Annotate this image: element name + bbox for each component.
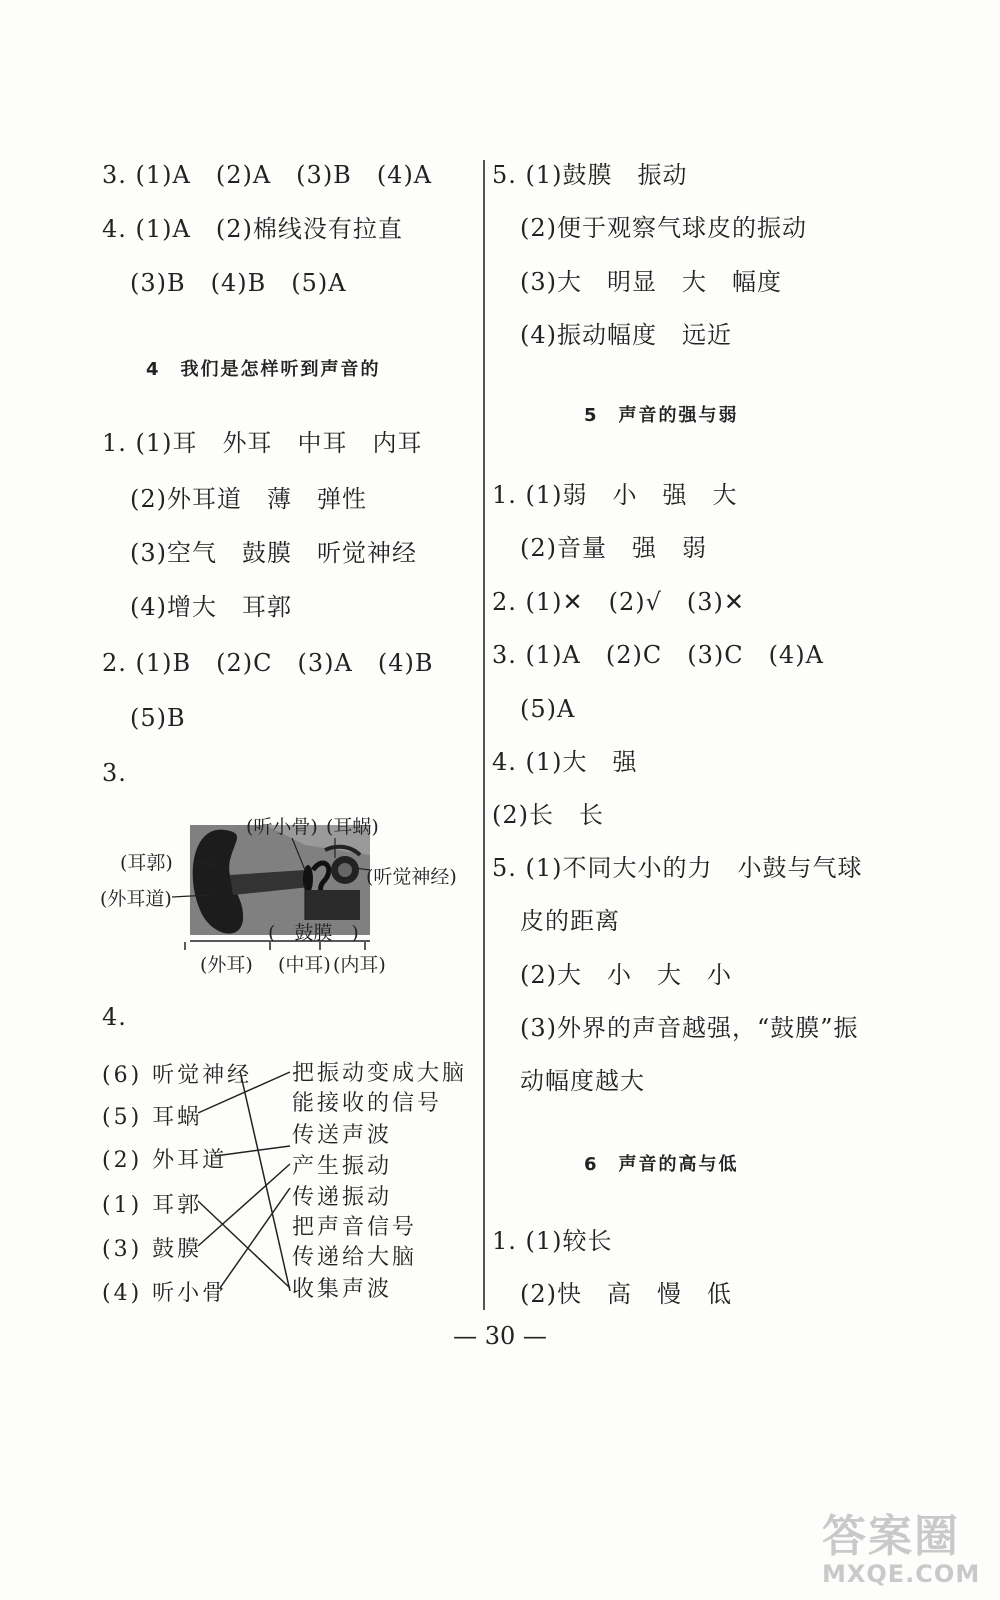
answer-line: (3)外界的声音越强，“鼓膜”振 [520,1014,859,1042]
answer-line: 3. (1)A (2)C (3)C (4)A [492,641,824,669]
watermark-logo-text: 答案圈 [822,1511,960,1562]
answer-line: 5. (1)鼓膜 振动 [492,161,688,189]
ear-label: (内耳) [333,954,386,976]
answer-line: (2)音量 强 弱 [520,534,707,562]
answer-line: 3. (1)A (2)A (3)B (4)A [102,161,433,189]
match-left-item: (5) 耳蜗 [102,1105,203,1130]
answer-line: 3. [102,759,127,787]
answer-line: (2)便于观察气球皮的振动 [520,214,807,242]
match-left-item: (3) 鼓膜 [102,1237,203,1262]
ear-label: ( 鼓膜 ) [268,922,359,944]
answer-line: (2)长 长 [492,801,604,829]
answer-line: (4)增大 耳郭 [130,593,292,621]
section-title: 6 声音的高与低 [584,1154,739,1175]
answer-line: (2)外耳道 薄 弹性 [130,485,367,513]
match-right-item: 产生振动 [292,1154,393,1179]
ear-label: (耳郭) [120,852,173,874]
match-left-item: (4) 听小骨 [102,1281,228,1306]
watermark-url: MXQE.COM [822,1560,981,1588]
answer-line: 4. (1)A (2)棉线没有拉直 [102,215,403,243]
answer-line: (5)B [130,704,186,732]
match-left-item: (2) 外耳道 [102,1148,228,1173]
match-right-item: 能接收的信号 [292,1091,443,1116]
answer-line: 4. (1)大 强 [492,748,638,776]
answer-line: 皮的距离 [520,907,620,935]
section-title: 5 声音的强与弱 [584,405,739,426]
match-right-item: 传递给大脑 [292,1245,418,1270]
answer-line: (3)B (4)B (5)A [130,269,347,297]
answer-line: 2. (1)✕ (2)√ (3)✕ [492,588,746,616]
answer-line: (2)大 小 大 小 [520,961,732,989]
match-right-item: 收集声波 [292,1277,393,1302]
answer-line: 1. (1)较长 [492,1227,613,1255]
column-divider [483,160,485,1310]
ear-label: (外耳道) [100,888,172,910]
ear-label: (外耳) [200,954,253,976]
ear-label: (听小骨) [246,816,318,838]
match-right-item: 把振动变成大脑 [292,1061,468,1086]
page-number: — 30 — [453,1322,547,1350]
match-left-item: (6) 听觉神经 [102,1063,253,1088]
answer-line: 5. (1)不同大小的力 小鼓与气球 [492,854,863,882]
match-lines [0,1040,480,1310]
answer-line: 2. (1)B (2)C (3)A (4)B [102,649,434,677]
ear-label: (中耳) [278,954,331,976]
match-right-item: 传送声波 [292,1123,393,1148]
answer-line: 动幅度越大 [520,1067,645,1095]
match-left-item: (1) 耳郭 [102,1193,203,1218]
match-right-item: 把声音信号 [292,1215,418,1240]
watermark [822,1500,980,1588]
answer-line: (4)振动幅度 远近 [520,321,732,349]
answer-line: (3)大 明显 大 幅度 [520,268,782,296]
answer-line: (3)空气 鼓膜 听觉神经 [130,539,417,567]
answer-line: (5)A [520,695,576,723]
answer-line: 1. (1)弱 小 强 大 [492,481,738,509]
match-right-item: 传递振动 [292,1185,393,1210]
answer-line: (2)快 高 慢 低 [520,1280,732,1308]
answer-line: 4. [102,1003,127,1031]
answer-line: 1. (1)耳 外耳 中耳 内耳 [102,429,423,457]
ear-label: (听觉神经) [366,866,457,888]
section-title: 4 我们是怎样听到声音的 [146,359,381,380]
ear-label: (耳蜗) [326,816,379,838]
